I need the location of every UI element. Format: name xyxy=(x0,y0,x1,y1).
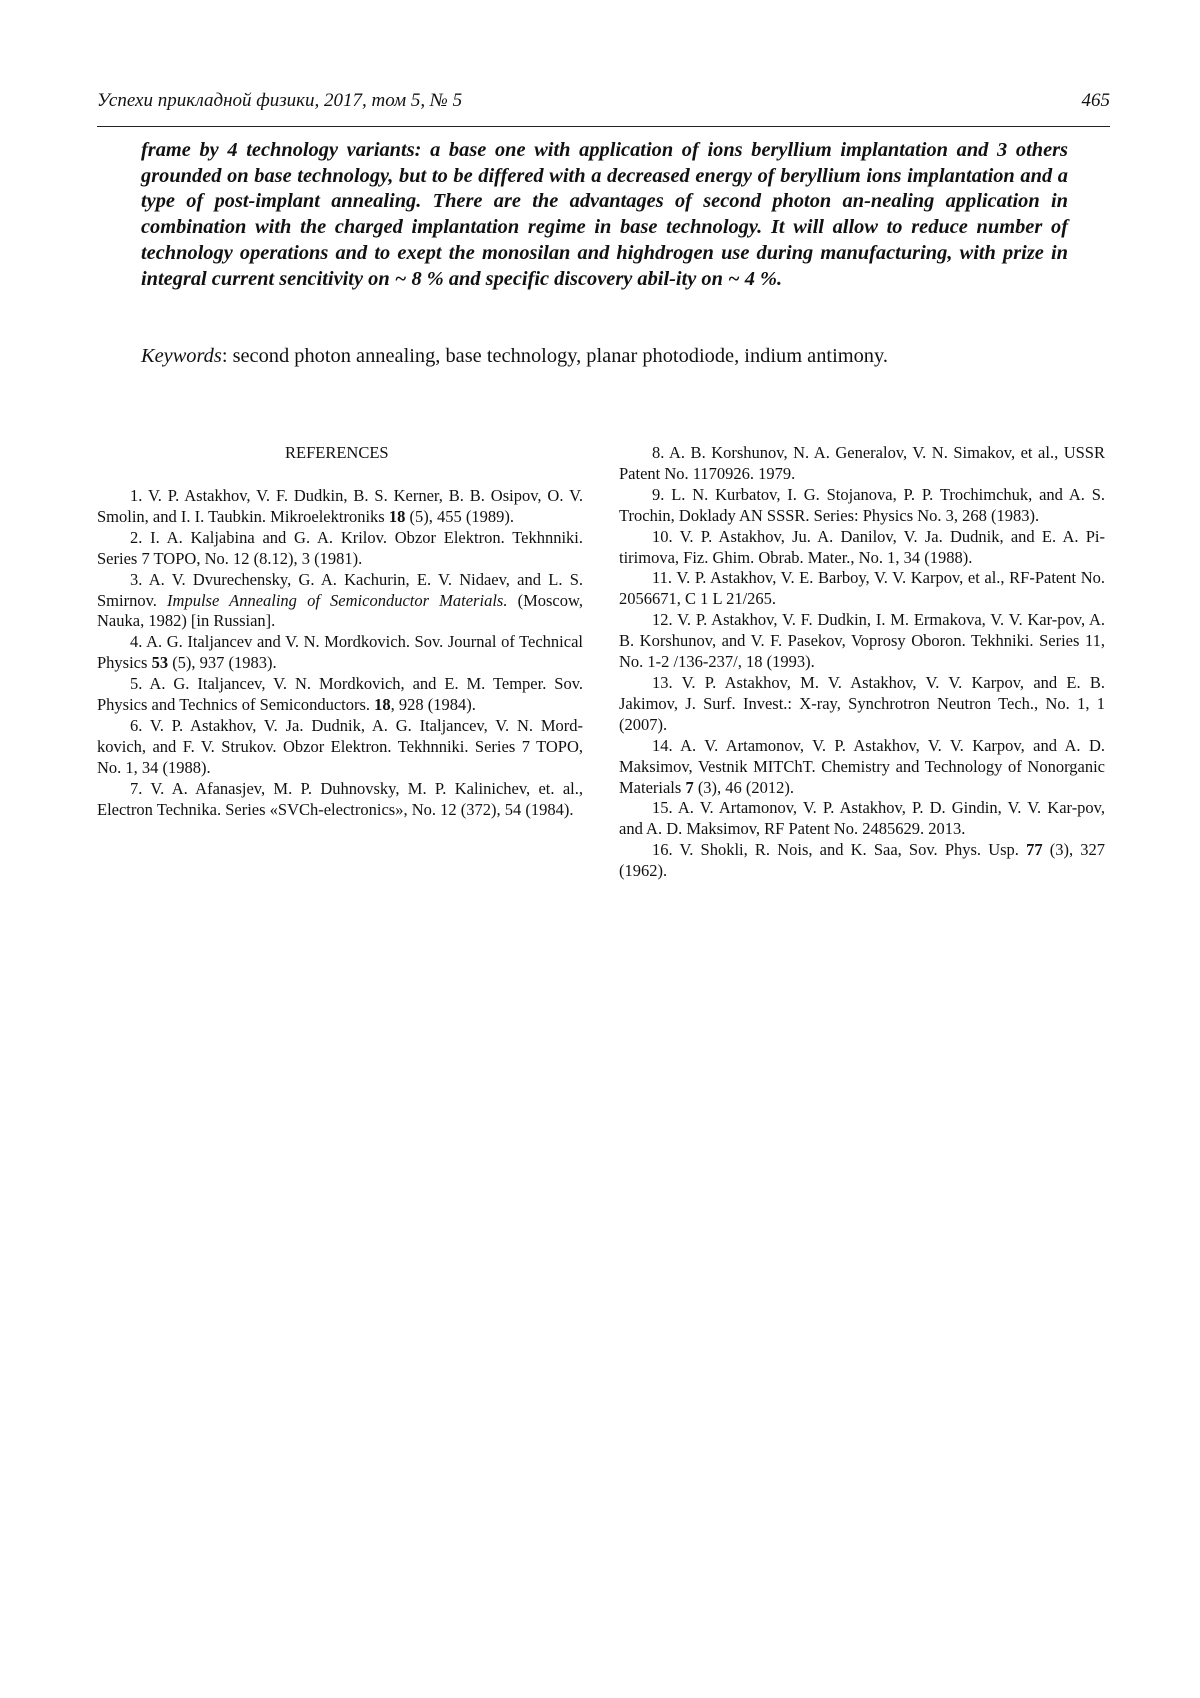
reference-item: 13. V. P. Astakhov, M. V. Astakhov, V. V. Karpov, and E. B. Jakimov, J. Surf. Invest.: X-ray, Synchrotron Neutron Tech., No. 1, 1 (2007). xyxy=(619,672,1105,734)
keywords xyxy=(141,343,1091,369)
reference-item: 11. V. P. Astakhov, V. E. Barboy, V. V. Karpov, et al., RF-Patent No. 2056671, C 1 L 21/265. xyxy=(619,568,1105,609)
reference-item: 6. V. P. Astakhov, V. Ja. Dudnik, A. G. Italjancev, V. N. Mord-kovich, and F. V. Strukov. Obzor Elektron. Tekhnniki. Series 7 TOPO, No. 1, 34 (1988). xyxy=(97,715,583,777)
running-header xyxy=(97,90,1110,127)
reference-item: 2. I. A. Kaljabina and G. A. Krilov. Obzor Elektron. Tekhnniki. Series 7 TOPO, No. 12 (8.12), 3 (1981). xyxy=(97,527,583,568)
reference-item: 5. A. G. Italjancev, V. N. Mordkovich, and E. M. Temper. Sov. Physics and Technics of Semiconductors. 18, 928 (1984). xyxy=(97,674,583,715)
reference-item: 16. V. Shokli, R. Nois, and K. Saa, Sov. Phys. Usp. 77 (3), 327 (1962). xyxy=(619,840,1105,881)
reference-item: 7. V. A. Afanasjev, M. P. Duhnovsky, M. P. Kalinichev, et. al., Electron Technika. Series «SVCh-electronics», No. 12 (372), 54 (1984). xyxy=(97,778,583,819)
reference-item: 14. A. V. Artamonov, V. P. Astakhov, V. V. Karpov, and A. D. Maksimov, Vestnik MITChT. Chemistry and Technology of Nonorganic Materials 7 (3), 46 (2012). xyxy=(619,735,1105,797)
reference-item: 8. A. B. Korshunov, N. A. Generalov, V. N. Simakov, et al., USSR Patent No. 1170926. 1979. xyxy=(619,443,1105,483)
reference-item: 1. V. P. Astakhov, V. F. Dudkin, B. S. Kerner, B. B. Osipov, O. V. Smolin, and I. I. Taubkin. Mikroelektroniks 18 (5), 455 (1989). xyxy=(97,486,583,526)
reference-item: 10. V. P. Astakhov, Ju. A. Danilov, V. Ja. Dudnik, and E. A. Pi-tirimova, Fiz. Ghim. Obrab. Mater., No. 1, 34 (1988). xyxy=(619,526,1105,567)
reference-item: 4. A. G. Italjancev and V. N. Mordkovich. Sov. Journal of Technical Physics 53 (5), 937 (1983). xyxy=(97,632,583,673)
abstract-text: frame by 4 technology variants: a base one with application of ions beryllium implantation and 3 others grounded on base technology, but to be differed with a decreased energy of beryllium ions implantation and a type of post-implant annealing. There are the advantages of second photon an-nealing application in combination with the charged implantation regime in base technology. It will allow to reduce number of technology operations and to exept the monosilan and highdrogen use during manufacturing, with prize in integral current sencitivity on ~ 8 % and specific discovery abil-ity on ~ 4 %. xyxy=(141,139,1068,290)
references-heading: REFERENCES xyxy=(285,443,389,462)
reference-item: 12. V. P. Astakhov, V. F. Dudkin, I. M. Ermakova, V. V. Kar-pov, A. B. Korshunov, and V. F. Pasekov, Voprosy Oboron. Tekhniki. Series 11, No. 1-2 /136-237/, 18 (1993). xyxy=(619,610,1105,672)
journal-title: Успехи прикладной физики, 2017, том 5, № 5 xyxy=(97,90,463,111)
keywords-label: Keywords xyxy=(141,345,222,367)
reference-item: 15. A. V. Artamonov, V. P. Astakhov, P. D. Gindin, V. V. Kar-pov, and A. D. Maksimov, RF Patent No. 2485629. 2013. xyxy=(619,798,1105,839)
references-right-column xyxy=(619,443,1105,882)
page-number: 465 xyxy=(1081,90,1110,111)
reference-item: 9. L. N. Kurbatov, I. G. Stojanova, P. P. Trochimchuk, and A. S. Trochin, Doklady AN SSSR. Series: Physics No. 3, 268 (1983). xyxy=(619,484,1105,525)
reference-item: 3. A. V. Dvurechensky, G. A. Kachurin, E. V. Nidaev, and L. S. Smirnov. Impulse Annealing of Semiconductor Materials. (Moscow, Nauka, 1982) [in Russian]. xyxy=(97,569,583,631)
keywords-text: : second photon annealing, base technology, planar photodiode, indium antimony. xyxy=(221,345,888,367)
references-left-column xyxy=(97,486,583,821)
